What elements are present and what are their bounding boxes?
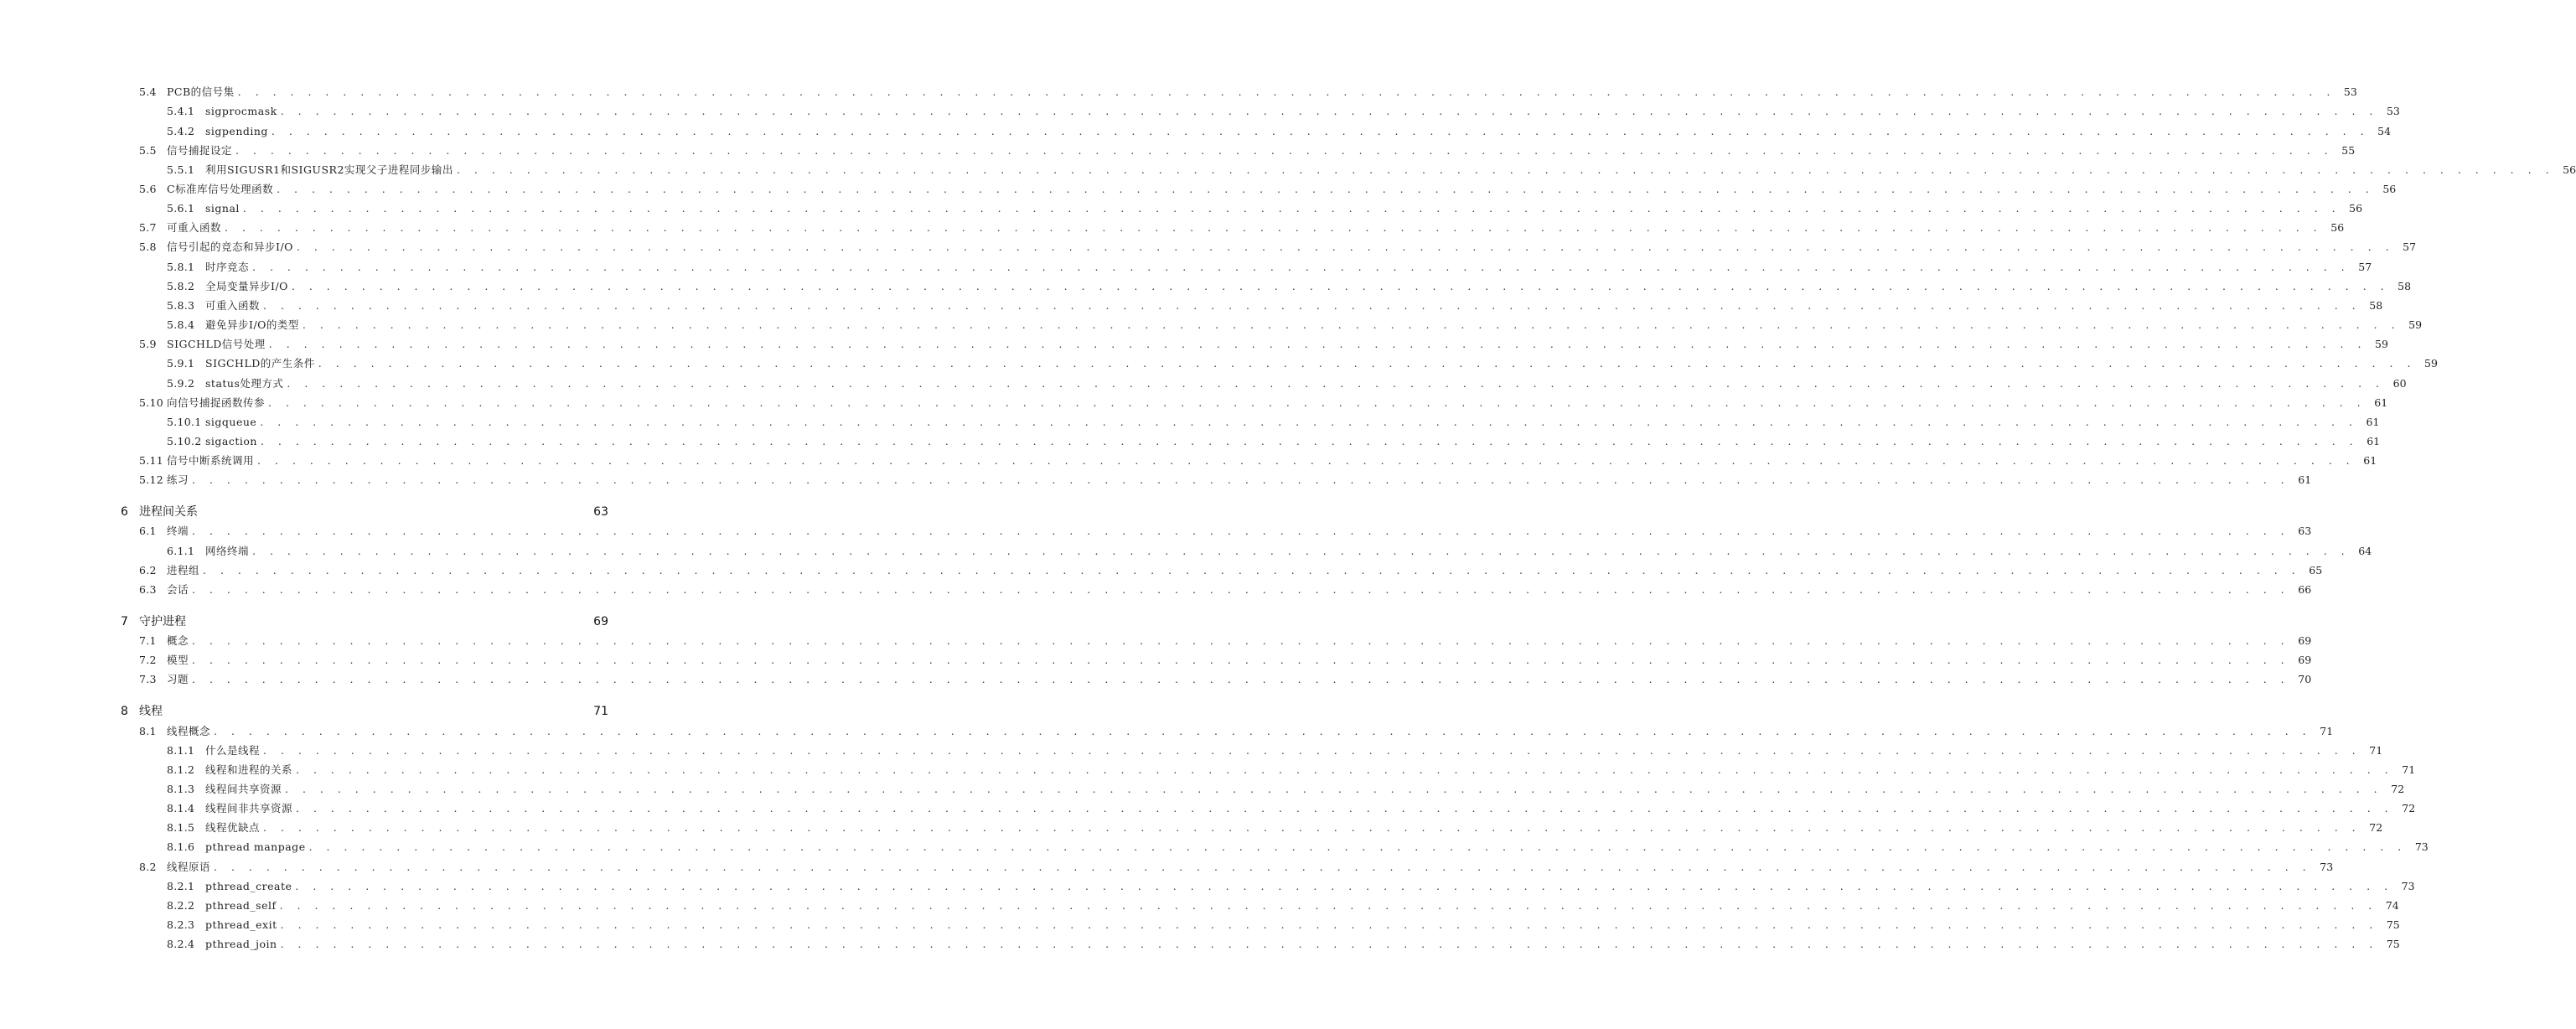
toc-dot-leader: . . . . . . . . . . . . . . . . . . . . . . . . . . . . . . . . . . . . . . . . . . . . . . . . . . . . . . . . . . . . . . . . . . . . . . . . . . . . . . . . . . . . . . . . . . . . . . . . . . . . . . . . . . . . . . . . . . . . . . . . — [214, 861, 2312, 873]
toc-section-entry[interactable] — [139, 453, 2377, 468]
toc-entry-title: sigpending — [205, 125, 268, 137]
toc-subsection-entry[interactable] — [167, 298, 2383, 313]
toc-dot-leader: . . . . . . . . . . . . . . . . . . . . . . . . . . . . . . . . . . . . . . . . . . . . . . . . . . . . . . . . . . . . . . . . . . . . . . . . . . . . . . . . . . . . . . . . . . . . . . . . . . . . . . . . . . . . . . . . . . . . . . . . — [295, 880, 2393, 892]
toc-entry-number: 8 — [121, 705, 129, 718]
toc-subsection-entry[interactable] — [167, 937, 2400, 952]
toc-entry-number: 5.9 — [139, 338, 157, 350]
toc-entry-number: 5.8.4 — [167, 318, 195, 331]
toc-entry-page-number: 71 — [593, 705, 608, 718]
toc-section-entry[interactable] — [139, 724, 2334, 739]
toc-entry-page-number: 69 — [2298, 654, 2312, 666]
toc-dot-leader: . . . . . . . . . . . . . . . . . . . . . . . . . . . . . . . . . . . . . . . . . . . . . . . . . . . . . . . . . . . . . . . . . . . . . . . . . . . . . . . . . . . . . . . . . . . . . . . . . . . . . . . . . . . . . . . . . . . . . . . . — [318, 357, 2416, 370]
toc-entry-title: pthread_join — [205, 938, 277, 950]
toc-section-entry[interactable] — [139, 473, 2312, 488]
toc-dot-leader: . . . . . . . . . . . . . . . . . . . . . . . . . . . . . . . . . . . . . . . . . . . . . . . . . . . . . . . . . . . . . . . . . . . . . . . . . . . . . . . . . . . . . . . . . . . . . . . . . . . . . . . . . . . . . . . . . . . . . . . . — [296, 802, 2394, 814]
toc-subsection-entry[interactable] — [167, 104, 2400, 119]
toc-subsection-entry[interactable] — [167, 918, 2400, 933]
toc-entry-number: 8.1.6 — [167, 840, 195, 853]
toc-dot-leader: . . . . . . . . . . . . . . . . . . . . . . . . . . . . . . . . . . . . . . . . . . . . . . . . . . . . . . . . . . . . . . . . . . . . . . . . . . . . . . . . . . . . . . . . . . . . . . . . . . . . . . . . . . . . . . . . . . . . . . . . — [280, 105, 2378, 117]
toc-entry-title: 信号引起的竞态和异步I/O — [167, 240, 293, 253]
toc-entry-page-number: 73 — [2401, 880, 2415, 892]
toc-entry-title: 进程组 — [167, 564, 200, 577]
toc-entry-page-number: 55 — [2341, 144, 2356, 157]
toc-section-entry[interactable] — [139, 396, 2388, 411]
toc-dot-leader: . . . . . . . . . . . . . . . . . . . . . . . . . . . . . . . . . . . . . . . . . . . . . . . . . . . . . . . . . . . . . . . . . . . . . . . . . . . . . . . . . . . . . . . . . . . . . . . . . . . . . . . . . . . . . . . . . . . . . . . . — [285, 783, 2383, 795]
toc-dot-leader: . . . . . . . . . . . . . . . . . . . . . . . . . . . . . . . . . . . . . . . . . . . . . . . . . . . . . . . . . . . . . . . . . . . . . . . . . . . . . . . . . . . . . . . . . . . . . . . . . . . . . . . . . . . . . . . . . . . . . . . . — [252, 545, 2351, 557]
toc-dot-leader: . . . . . . . . . . . . . . . . . . . . . . . . . . . . . . . . . . . . . . . . . . . . . . . . . . . . . . . . . . . . . . . . . . . . . . . . . . . . . . . . . . . . . . . . . . . . . . . . . . . . . . . . . . . . . . . . . . . . . . . . — [296, 763, 2394, 776]
toc-entry-title: 线程和进程的关系 — [205, 763, 293, 776]
toc-entry-title: SIGCHLD信号处理 — [167, 338, 266, 350]
toc-section-entry[interactable] — [139, 524, 2312, 539]
toc-dot-leader: . . . . . . . . . . . . . . . . . . . . . . . . . . . . . . . . . . . . . . . . . . . . . . . . . . . . . . . . . . . . . . . . . . . . . . . . . . . . . . . . . . . . . . . . . . . . . . . . . . . . . . . . . . . . . . . . . . . . . . . . — [308, 840, 2407, 853]
toc-entry-title: status处理方式 — [205, 377, 284, 390]
toc-entry-title: 线程 — [139, 705, 163, 718]
toc-dot-leader: . . . . . . . . . . . . . . . . . . . . . . . . . . . . . . . . . . . . . . . . . . . . . . . . . . . . . . . . . . . . . . . . . . . . . . . . . . . . . . . . . . . . . . . . . . . . . . . . . . . . . . . . . . . . . . . . . . . . . . . . — [277, 183, 2375, 195]
toc-entry-title: pthread_self — [205, 899, 277, 912]
toc-entry-number: 5.5.1 — [167, 163, 195, 176]
toc-dot-leader: . . . . . . . . . . . . . . . . . . . . . . . . . . . . . . . . . . . . . . . . . . . . . . . . . . . . . . . . . . . . . . . . . . . . . . . . . . . . . . . . . . . . . . . . . . . . . . . . . . . . . . . . . . . . . . . . . . . . . . . . — [279, 899, 2377, 912]
toc-entry-page-number: 61 — [2367, 435, 2381, 447]
toc-subsection-entry[interactable] — [167, 820, 2383, 835]
toc-entry-title: 守护进程 — [139, 615, 186, 628]
toc-subsection-entry[interactable] — [167, 434, 2381, 449]
toc-chapter-entry[interactable] — [121, 614, 608, 629]
toc-entry-number: 8.2.2 — [167, 899, 195, 912]
toc-subsection-entry[interactable] — [167, 415, 2380, 430]
toc-dot-leader: . . . . . . . . . . . . . . . . . . . . . . . . . . . . . . . . . . . . . . . . . . . . . . . . . . . . . . . . . . . . . . . . . . . . . . . . . . . . . . . . . . . . . . . . . . . . . . . . . . . . . . . . . . . . . . . . . . . . . . . . — [263, 821, 2361, 834]
toc-dot-leader: . . . . . . . . . . . . . . . . . . . . . . . . . . . . . . . . . . . . . . . . . . . . . . . . . . . . . . . . . . . . . . . . . . . . . . . . . . . . . . . . . . . . . . . . . . . . . . . . . . . . . . . . . . . . . . . . . . . . . . . . — [203, 564, 2301, 577]
toc-entry-number: 5.4.1 — [167, 105, 195, 117]
toc-entry-title: 线程优缺点 — [205, 821, 261, 834]
toc-dot-leader: . . . . . . . . . . . . . . . . . . . . . . . . . . . . . . . . . . . . . . . . . . . . . . . . . . . . . . . . . . . . . . . . . . . . . . . . . . . . . . . . . . . . . . . . . . . . . . . . . . . . . . . . . . . . . . . . . . . . . . . . — [235, 144, 2334, 157]
toc-entry-number: 8.1 — [139, 725, 157, 737]
toc-subsection-entry[interactable] — [167, 356, 2438, 371]
toc-entry-title: C标准库信号处理函数 — [167, 183, 274, 195]
toc-subsection-entry[interactable] — [167, 801, 2416, 816]
toc-entry-title: 利用SIGUSR1和SIGUSR2实现父子进程同步输出 — [205, 163, 453, 176]
toc-section-entry[interactable] — [139, 563, 2323, 578]
toc-subsection-entry[interactable] — [167, 124, 2392, 139]
toc-entry-title: 什么是线程 — [205, 744, 261, 757]
toc-entry-page-number: 56 — [2382, 183, 2397, 195]
toc-entry-page-number: 73 — [2414, 840, 2429, 853]
toc-entry-number: 8.1.3 — [167, 783, 195, 795]
toc-entry-number: 8.1.1 — [167, 744, 195, 757]
toc-dot-leader: . . . . . . . . . . . . . . . . . . . . . . . . . . . . . . . . . . . . . . . . . . . . . . . . . . . . . . . . . . . . . . . . . . . . . . . . . . . . . . . . . . . . . . . . . . . . . . . . . . . . . . . . . . . . . . . . . . . . . . . . — [242, 202, 2341, 215]
toc-entry-number: 6.2 — [139, 564, 157, 577]
toc-entry-number: 5.8.3 — [167, 299, 195, 312]
toc-entry-number: 8.2 — [139, 861, 157, 873]
toc-section-entry[interactable] — [139, 182, 2397, 197]
toc-entry-page-number: 71 — [2402, 763, 2416, 776]
toc-subsection-entry[interactable] — [167, 782, 2405, 797]
toc-dot-leader: . . . . . . . . . . . . . . . . . . . . . . . . . . . . . . . . . . . . . . . . . . . . . . . . . . . . . . . . . . . . . . . . . . . . . . . . . . . . . . . . . . . . . . . . . . . . . . . . . . . . . . . . . . . . . . . . . . . . . . . . — [192, 473, 2290, 486]
toc-entry-title: pthread_create — [205, 880, 292, 892]
toc-chapter-entry[interactable] — [121, 704, 608, 719]
toc-subsection-entry[interactable] — [167, 898, 2399, 913]
toc-dot-leader: . . . . . . . . . . . . . . . . . . . . . . . . . . . . . . . . . . . . . . . . . . . . . . . . . . . . . . . . . . . . . . . . . . . . . . . . . . . . . . . . . . . . . . . . . . . . . . . . . . . . . . . . . . . . . . . . . . . . . . . . — [225, 221, 2323, 234]
toc-entry-number: 5.12 — [139, 473, 164, 486]
toc-entry-number: 8.2.4 — [167, 938, 195, 950]
toc-entry-page-number: 71 — [2320, 725, 2334, 737]
toc-entry-number: 5.10.2 — [167, 435, 202, 447]
toc-entry-page-number: 59 — [2424, 357, 2438, 370]
toc-entry-number: 8.1.5 — [167, 821, 195, 834]
toc-entry-title: 时序竞态 — [205, 261, 250, 273]
toc-entry-page-number: 59 — [2408, 318, 2423, 331]
toc-entry-title: 可重入函数 — [205, 299, 261, 312]
toc-entry-page-number: 63 — [593, 505, 608, 519]
toc-subsection-entry[interactable] — [167, 318, 2423, 333]
toc-entry-page-number: 69 — [2298, 634, 2312, 647]
toc-entry-page-number: 72 — [2402, 802, 2416, 814]
toc-entry-page-number: 61 — [2374, 396, 2388, 409]
toc-dot-leader: . . . . . . . . . . . . . . . . . . . . . . . . . . . . . . . . . . . . . . . . . . . . . . . . . . . . . . . . . . . . . . . . . . . . . . . . . . . . . . . . . . . . . . . . . . . . . . . . . . . . . . . . . . . . . . . . . . . . . . . . — [192, 673, 2290, 685]
toc-dot-leader: . . . . . . . . . . . . . . . . . . . . . . . . . . . . . . . . . . . . . . . . . . . . . . . . . . . . . . . . . . . . . . . . . . . . . . . . . . . . . . . . . . . . . . . . . . . . . . . . . . . . . . . . . . . . . . . . . . . . . . . . — [192, 634, 2290, 647]
toc-entry-page-number: 70 — [2298, 673, 2312, 685]
toc-dot-leader: . . . . . . . . . . . . . . . . . . . . . . . . . . . . . . . . . . . . . . . . . . . . . . . . . . . . . . . . . . . . . . . . . . . . . . . . . . . . . . . . . . . . . . . . . . . . . . . . . . . . . . . . . . . . . . . . . . . . . . . . — [192, 654, 2290, 666]
toc-dot-leader: . . . . . . . . . . . . . . . . . . . . . . . . . . . . . . . . . . . . . . . . . . . . . . . . . . . . . . . . . . . . . . . . . . . . . . . . . . . . . . . . . . . . . . . . . . . . . . . . . . . . . . . . . . . . . . . . . . . . . . . . — [263, 744, 2361, 757]
toc-entry-title: 信号捕捉设定 — [167, 144, 233, 157]
toc-section-entry[interactable] — [139, 337, 2388, 352]
toc-entry-page-number: 53 — [2386, 105, 2400, 117]
toc-entry-page-number: 58 — [2398, 280, 2412, 292]
toc-dot-leader: . . . . . . . . . . . . . . . . . . . . . . . . . . . . . . . . . . . . . . . . . . . . . . . . . . . . . . . . . . . . . . . . . . . . . . . . . . . . . . . . . . . . . . . . . . . . . . . . . . . . . . . . . . . . . . . . . . . . . . . . — [280, 938, 2378, 950]
toc-entry-page-number: 61 — [2363, 454, 2377, 467]
toc-entry-number: 5.6.1 — [167, 202, 195, 215]
toc-entry-page-number: 60 — [2392, 377, 2407, 390]
toc-entry-number: 5.6 — [139, 183, 157, 195]
toc-entry-title: sigqueue — [205, 416, 257, 428]
toc-entry-number: 5.8 — [139, 240, 157, 253]
toc-entry-number: 5.10.1 — [167, 416, 202, 428]
toc-entry-page-number: 56 — [2563, 163, 2576, 176]
toc-entry-title: 可重入函数 — [167, 221, 222, 234]
toc-entry-number: 5.8.1 — [167, 261, 195, 273]
toc-subsection-entry[interactable] — [167, 376, 2407, 391]
toc-dot-leader: . . . . . . . . . . . . . . . . . . . . . . . . . . . . . . . . . . . . . . . . . . . . . . . . . . . . . . . . . . . . . . . . . . . . . . . . . . . . . . . . . . . . . . . . . . . . . . . . . . . . . . . . . . . . . . . . . . . . . . . . — [263, 299, 2361, 312]
toc-entry-number: 7.1 — [139, 634, 157, 647]
toc-subsection-entry[interactable] — [167, 743, 2383, 758]
toc-entry-page-number: 63 — [2298, 525, 2312, 537]
toc-section-entry[interactable] — [139, 240, 2417, 255]
toc-entry-page-number: 57 — [2358, 261, 2372, 273]
toc-entry-title: signal — [205, 202, 240, 215]
toc-entry-number: 8.2.3 — [167, 918, 195, 931]
toc-subsection-entry[interactable] — [167, 279, 2412, 294]
toc-entry-title: 终端 — [167, 525, 189, 537]
toc-section-entry[interactable] — [139, 860, 2334, 875]
toc-dot-leader: . . . . . . . . . . . . . . . . . . . . . . . . . . . . . . . . . . . . . . . . . . . . . . . . . . . . . . . . . . . . . . . . . . . . . . . . . . . . . . . . . . . . . . . . . . . . . . . . . . . . . . . . . . . . . . . . . . . . . . . . — [287, 377, 2385, 390]
toc-dot-leader: . . . . . . . . . . . . . . . . . . . . . . . . . . . . . . . . . . . . . . . . . . . . . . . . . . . . . . . . . . . . . . . . . . . . . . . . . . . . . . . . . . . . . . . . . . . . . . . . . . . . . . . . . . . . . . . . . . . . . . . . — [257, 454, 2356, 467]
toc-subsection-entry[interactable] — [167, 879, 2415, 894]
toc-entry-title: 模型 — [167, 654, 189, 666]
toc-entry-page-number: 54 — [2377, 125, 2392, 137]
toc-dot-leader: . . . . . . . . . . . . . . . . . . . . . . . . . . . . . . . . . . . . . . . . . . . . . . . . . . . . . . . . . . . . . . . . . . . . . . . . . . . . . . . . . . . . . . . . . . . . . . . . . . . . . . . . . . . . . . . . . . . . . . . . — [237, 85, 2335, 98]
toc-entry-title: 会话 — [167, 583, 189, 596]
toc-dot-leader: . . . . . . . . . . . . . . . . . . . . . . . . . . . . . . . . . . . . . . . . . . . . . . . . . . . . . . . . . . . . . . . . . . . . . . . . . . . . . . . . . . . . . . . . . . . . . . . . . . . . . . . . . . . . . . . . . . . . . . . . — [291, 280, 2390, 292]
toc-subsection-entry[interactable] — [167, 763, 2416, 778]
toc-entry-title: 线程概念 — [167, 725, 211, 737]
toc-entry-page-number: 72 — [2391, 783, 2405, 795]
toc-entry-page-number: 75 — [2386, 938, 2400, 950]
toc-chapter-entry[interactable] — [121, 504, 608, 520]
toc-entry-number: 8.1.4 — [167, 802, 195, 814]
toc-entry-number: 7 — [121, 615, 129, 628]
toc-entry-title: 进程间关系 — [139, 505, 198, 519]
toc-entry-number: 5.4 — [139, 85, 157, 98]
toc-entry-page-number: 64 — [2358, 545, 2372, 557]
toc-subsection-entry[interactable] — [167, 163, 2576, 178]
toc-entry-page-number: 57 — [2403, 240, 2417, 253]
toc-entry-title: PCB的信号集 — [167, 85, 235, 98]
toc-entry-number: 6.3 — [139, 583, 157, 596]
toc-entry-title: sigaction — [205, 435, 257, 447]
toc-section-entry[interactable] — [139, 582, 2312, 597]
toc-dot-leader: . . . . . . . . . . . . . . . . . . . . . . . . . . . . . . . . . . . . . . . . . . . . . . . . . . . . . . . . . . . . . . . . . . . . . . . . . . . . . . . . . . . . . . . . . . . . . . . . . . . . . . . . . . . . . . . . . . . . . . . . — [252, 261, 2351, 273]
toc-entry-number: 5.9.1 — [167, 357, 195, 370]
toc-section-entry[interactable] — [139, 633, 2312, 649]
toc-section-entry[interactable] — [139, 672, 2312, 687]
toc-entry-title: 习题 — [167, 673, 189, 685]
toc-entry-title: pthread manpage — [205, 840, 306, 853]
toc-dot-leader: . . . . . . . . . . . . . . . . . . . . . . . . . . . . . . . . . . . . . . . . . . . . . . . . . . . . . . . . . . . . . . . . . . . . . . . . . . . . . . . . . . . . . . . . . . . . . . . . . . . . . . . . . . . . . . . . . . . . . . . . — [271, 125, 2370, 137]
toc-entry-page-number: 73 — [2320, 861, 2334, 873]
toc-entry-title: 线程原语 — [167, 861, 211, 873]
toc-entry-number: 7.3 — [139, 673, 157, 685]
toc-dot-leader: . . . . . . . . . . . . . . . . . . . . . . . . . . . . . . . . . . . . . . . . . . . . . . . . . . . . . . . . . . . . . . . . . . . . . . . . . . . . . . . . . . . . . . . . . . . . . . . . . . . . . . . . . . . . . . . . . . . . . . . . — [260, 435, 2359, 447]
toc-entry-title: 信号中断系统调用 — [167, 454, 255, 467]
toc-entry-number: 8.2.1 — [167, 880, 195, 892]
toc-dot-leader: . . . . . . . . . . . . . . . . . . . . . . . . . . . . . . . . . . . . . . . . . . . . . . . . . . . . . . . . . . . . . . . . . . . . . . . . . . . . . . . . . . . . . . . . . . . . . . . . . . . . . . . . . . . . . . . . . . . . . . . . — [268, 338, 2367, 350]
toc-entry-page-number: 74 — [2385, 899, 2399, 912]
toc-entry-number: 5.10 — [139, 396, 164, 409]
toc-section-entry[interactable] — [139, 220, 2345, 235]
toc-dot-leader: . . . . . . . . . . . . . . . . . . . . . . . . . . . . . . . . . . . . . . . . . . . . . . . . . . . . . . . . . . . . . . . . . . . . . . . . . . . . . . . . . . . . . . . . . . . . . . . . . . . . . . . . . . . . . . . . . . . . . . . . — [260, 416, 2358, 428]
toc-entry-number: 6.1.1 — [167, 545, 195, 557]
toc-entry-page-number: 66 — [2298, 583, 2312, 596]
toc-entry-page-number: 69 — [593, 615, 608, 628]
toc-entry-number: 6.1 — [139, 525, 157, 537]
toc-entry-page-number: 56 — [2349, 202, 2363, 215]
toc-dot-leader: . . . . . . . . . . . . . . . . . . . . . . . . . . . . . . . . . . . . . . . . . . . . . . . . . . . . . . . . . . . . . . . . . . . . . . . . . . . . . . . . . . . . . . . . . . . . . . . . . . . . . . . . . . . . . . . . . . . . . . . . — [192, 525, 2290, 537]
toc-entry-page-number: 61 — [2298, 473, 2312, 486]
toc-entry-page-number: 61 — [2366, 416, 2380, 428]
toc-dot-leader: . . . . . . . . . . . . . . . . . . . . . . . . . . . . . . . . . . . . . . . . . . . . . . . . . . . . . . . . . . . . . . . . . . . . . . . . . . . . . . . . . . . . . . . . . . . . . . . . . . . . . . . . . . . . . . . . . . . . . . . . — [456, 163, 2555, 176]
toc-entry-number: 5.5 — [139, 144, 157, 157]
toc-dot-leader: . . . . . . . . . . . . . . . . . . . . . . . . . . . . . . . . . . . . . . . . . . . . . . . . . . . . . . . . . . . . . . . . . . . . . . . . . . . . . . . . . . . . . . . . . . . . . . . . . . . . . . . . . . . . . . . . . . . . . . . . — [296, 240, 2395, 253]
toc-entry-page-number: 71 — [2369, 744, 2383, 757]
toc-entry-title: sigprocmask — [205, 105, 277, 117]
toc-entry-number: 5.4.2 — [167, 125, 195, 137]
toc-entry-title: 向信号捕捉函数传参 — [167, 396, 266, 409]
toc-entry-number: 7.2 — [139, 654, 157, 666]
toc-entry-number: 5.8.2 — [167, 280, 195, 292]
toc-entry-title: 线程间共享资源 — [205, 783, 282, 795]
toc-entry-title: 线程间非共享资源 — [205, 802, 293, 814]
toc-entry-number: 6 — [121, 505, 129, 519]
toc-entry-page-number: 65 — [2309, 564, 2323, 577]
toc-entry-page-number: 75 — [2386, 918, 2400, 931]
toc-entry-page-number: 58 — [2369, 299, 2383, 312]
toc-section-entry[interactable] — [139, 85, 2357, 100]
toc-entry-title: 网络终端 — [205, 545, 250, 557]
toc-entry-number: 5.7 — [139, 221, 157, 234]
toc-entry-title: 全局变量异步I/O — [205, 280, 288, 292]
toc-entry-title: SIGCHLD的产生条件 — [205, 357, 315, 370]
toc-section-entry[interactable] — [139, 653, 2312, 668]
toc-entry-page-number: 59 — [2375, 338, 2388, 350]
toc-entry-page-number: 56 — [2330, 221, 2345, 234]
toc-entry-page-number: 72 — [2369, 821, 2383, 834]
toc-entry-number: 5.11 — [139, 454, 164, 467]
toc-entry-number: 5.9.2 — [167, 377, 195, 390]
toc-entry-title: 避免异步I/O的类型 — [205, 318, 299, 331]
toc-dot-leader: . . . . . . . . . . . . . . . . . . . . . . . . . . . . . . . . . . . . . . . . . . . . . . . . . . . . . . . . . . . . . . . . . . . . . . . . . . . . . . . . . . . . . . . . . . . . . . . . . . . . . . . . . . . . . . . . . . . . . . . . — [192, 583, 2290, 596]
toc-subsection-entry[interactable] — [167, 201, 2363, 216]
toc-subsection-entry[interactable] — [167, 840, 2429, 855]
toc-dot-leader: . . . . . . . . . . . . . . . . . . . . . . . . . . . . . . . . . . . . . . . . . . . . . . . . . . . . . . . . . . . . . . . . . . . . . . . . . . . . . . . . . . . . . . . . . . . . . . . . . . . . . . . . . . . . . . . . . . . . . . . . — [302, 318, 2401, 331]
toc-dot-leader: . . . . . . . . . . . . . . . . . . . . . . . . . . . . . . . . . . . . . . . . . . . . . . . . . . . . . . . . . . . . . . . . . . . . . . . . . . . . . . . . . . . . . . . . . . . . . . . . . . . . . . . . . . . . . . . . . . . . . . . . — [280, 918, 2378, 931]
toc-dot-leader: . . . . . . . . . . . . . . . . . . . . . . . . . . . . . . . . . . . . . . . . . . . . . . . . . . . . . . . . . . . . . . . . . . . . . . . . . . . . . . . . . . . . . . . . . . . . . . . . . . . . . . . . . . . . . . . . . . . . . . . . — [214, 725, 2312, 737]
toc-entry-title: 练习 — [167, 473, 189, 486]
toc-dot-leader: . . . . . . . . . . . . . . . . . . . . . . . . . . . . . . . . . . . . . . . . . . . . . . . . . . . . . . . . . . . . . . . . . . . . . . . . . . . . . . . . . . . . . . . . . . . . . . . . . . . . . . . . . . . . . . . . . . . . . . . . — [268, 396, 2367, 409]
toc-subsection-entry[interactable] — [167, 260, 2372, 275]
toc-entry-title: 概念 — [167, 634, 189, 647]
toc-entry-page-number: 53 — [2343, 85, 2357, 98]
toc-entry-title: pthread_exit — [205, 918, 277, 931]
toc-entry-number: 8.1.2 — [167, 763, 195, 776]
toc-subsection-entry[interactable] — [167, 544, 2372, 559]
toc-section-entry[interactable] — [139, 143, 2356, 158]
